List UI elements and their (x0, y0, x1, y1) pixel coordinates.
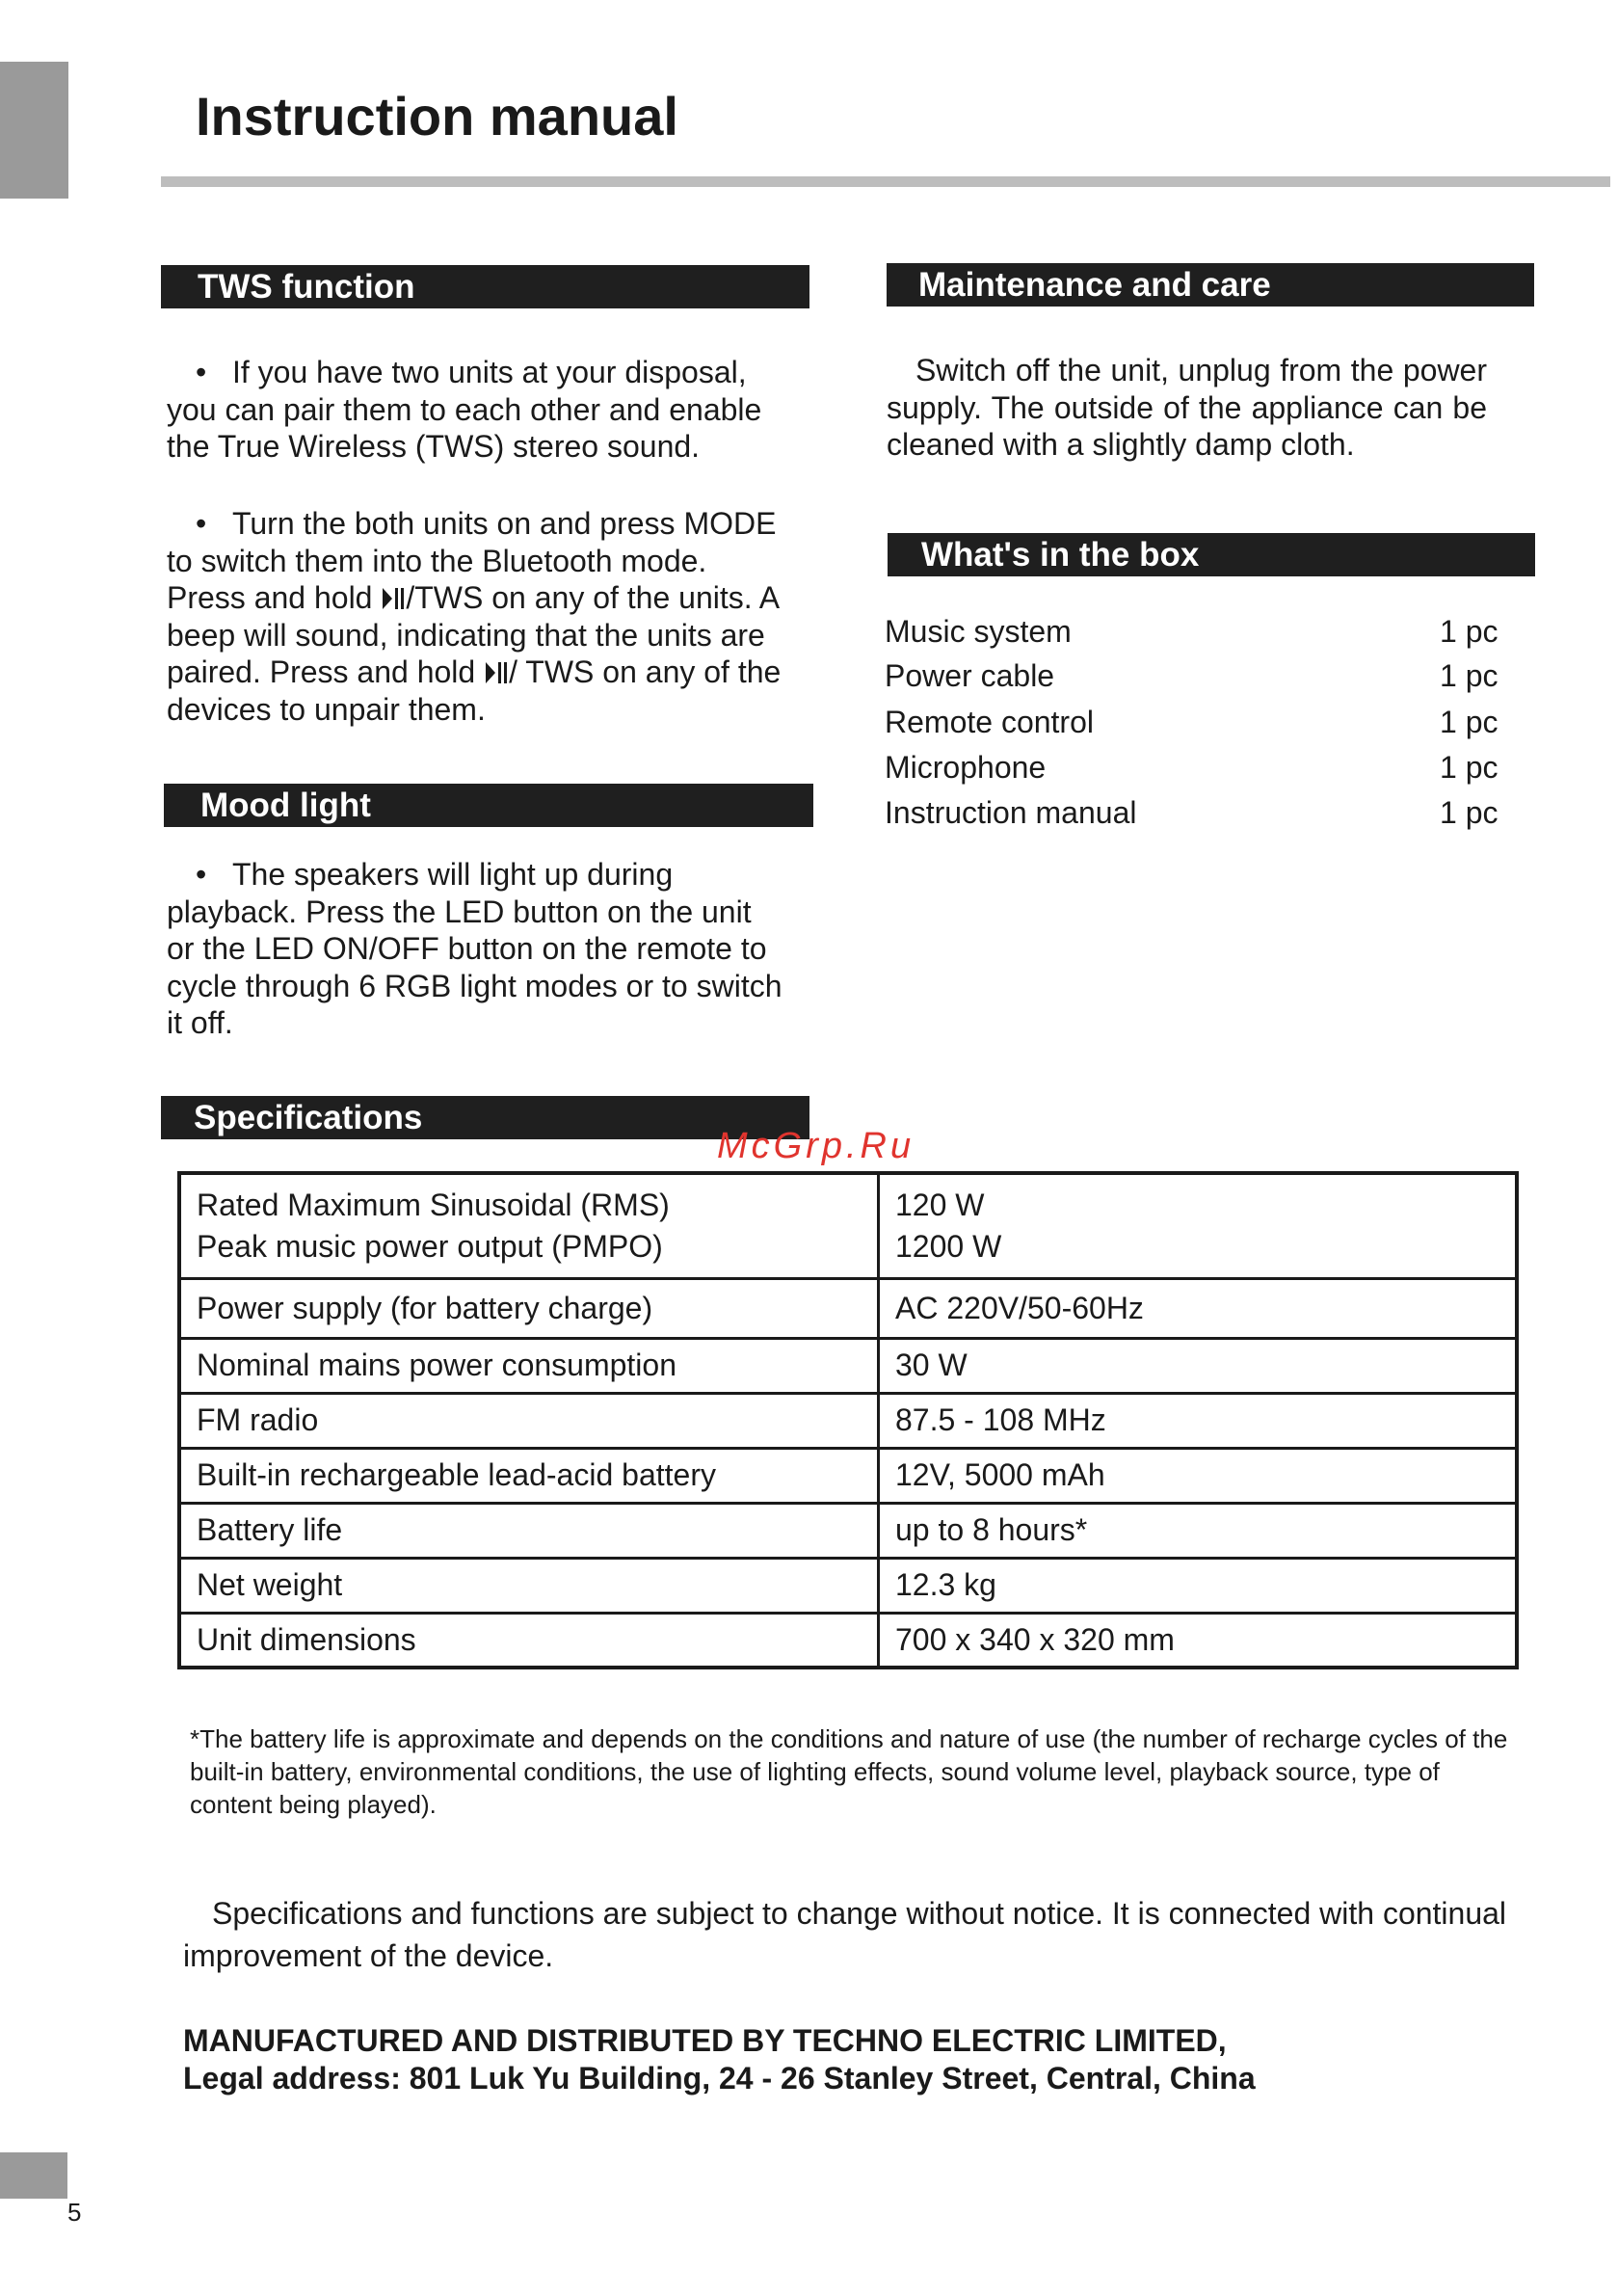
spec-label-line: Rated Maximum Sinusoidal (RMS) (197, 1187, 670, 1222)
maintenance-paragraph (887, 352, 1487, 464)
spec-label-line: Peak music power output (PMPO) (197, 1228, 663, 1264)
spec-value: AC 220V/50-60Hz (879, 1278, 1518, 1338)
table-row (179, 1278, 1517, 1338)
box-item-qty: 1 pc (1440, 795, 1499, 830)
page-edge-tab-bottom (0, 2152, 67, 2199)
mood-heading: Mood light (164, 784, 813, 827)
spec-value: 12V, 5000 mAh (879, 1448, 1518, 1503)
watermark: McGrp.Ru (717, 1126, 915, 1166)
box-item (885, 795, 1501, 834)
tws-text-2c: / TWS on any of the devices to unpair them. (167, 654, 782, 727)
notice-text: Specifications and functions are subject to change without notice. It is connected with continual improvement of the device. (183, 1896, 1507, 1973)
tws-paragraph-1 (167, 354, 783, 466)
table-row (179, 1558, 1517, 1613)
maintenance-text: Switch off the unit, unplug from the power supply. The outside of the appliance can be cleaned with a slightly damp cloth. (887, 353, 1487, 462)
spec-value-line: 1200 W (895, 1228, 1002, 1264)
maintenance-heading: Maintenance and care (887, 263, 1534, 307)
table-row (179, 1503, 1517, 1558)
table-row (179, 1393, 1517, 1448)
spec-value: 12.3 kg (879, 1558, 1518, 1613)
box-item-name: Remote control (885, 705, 1094, 739)
tws-heading: TWS function (161, 265, 809, 308)
spec-label: Built-in rechargeable lead-acid battery (179, 1448, 879, 1503)
tws-text-2b: /TWS on any of the units. A beep will sound, indicating that the units are paired. Press and hold (167, 580, 779, 689)
play-pause-icon (484, 659, 509, 686)
box-heading: What's in the box (888, 533, 1535, 576)
specs-table (177, 1171, 1519, 1669)
spec-label (179, 1173, 879, 1278)
tws-text-1: If you have two units at your disposal, you can pair them to each other and enable the True Wireless (TWS) stereo sound. (167, 355, 762, 464)
spec-value: 87.5 - 108 MHz (879, 1393, 1518, 1448)
legal-address-line: Legal address: 801 Luk Yu Building, 24 - 26 Stanley Street, Central, China (183, 2061, 1256, 2096)
title-divider (161, 176, 1610, 187)
bullet: • (196, 857, 207, 892)
bullet: • (196, 506, 207, 541)
spec-label: Battery life (179, 1503, 879, 1558)
table-row (179, 1173, 1517, 1278)
mood-paragraph (167, 856, 783, 1042)
tws-paragraph-2 (167, 505, 783, 728)
spec-value: 700 x 340 x 320 mm (879, 1613, 1518, 1668)
box-item-name: Power cable (885, 658, 1055, 693)
box-item-qty: 1 pc (1440, 614, 1499, 649)
page-edge-tab-top (0, 62, 68, 199)
specs-heading: Specifications (161, 1096, 809, 1139)
spec-label: Power supply (for battery charge) (179, 1278, 879, 1338)
table-row (179, 1613, 1517, 1668)
box-item-qty: 1 pc (1440, 658, 1499, 693)
box-item (885, 750, 1501, 788)
spec-value-line: 120 W (895, 1187, 985, 1222)
page-title: Instruction manual (196, 86, 678, 147)
box-item-name: Microphone (885, 750, 1047, 785)
spec-value: up to 8 hours* (879, 1503, 1518, 1558)
spec-label: Unit dimensions (179, 1613, 879, 1668)
box-item (885, 705, 1501, 743)
box-item-qty: 1 pc (1440, 750, 1499, 785)
table-row (179, 1448, 1517, 1503)
box-item-name: Instruction manual (885, 795, 1137, 830)
box-item-qty: 1 pc (1440, 705, 1499, 739)
specs-footnote: *The battery life is approximate and depends on the conditions and nature of use (the number of recharge cycles of the built-in battery, environmental conditions, the use of lighting effects, sound volume level, playback source, type of content being played). (190, 1724, 1508, 1819)
mood-text: The speakers will light up during playback. Press the LED button on the unit or the LED ON/OFF button on the remote to cycle through 6 RGB light modes or to switch it off. (167, 857, 782, 1040)
manufacturer-line: MANUFACTURED AND DISTRIBUTED BY TECHNO ELECTRIC LIMITED, (183, 2023, 1227, 2058)
play-pause-icon (381, 585, 406, 612)
spec-label: Nominal mains power consumption (179, 1338, 879, 1393)
table-row (179, 1338, 1517, 1393)
tws-text-2a: Turn the both units on and press MODE to switch them into the Bluetooth mode. Press and hold (167, 506, 777, 615)
box-item (885, 614, 1501, 653)
spec-label: FM radio (179, 1393, 879, 1448)
spec-value (879, 1173, 1518, 1278)
spec-label: Net weight (179, 1558, 879, 1613)
box-item-name: Music system (885, 614, 1072, 649)
spec-value: 30 W (879, 1338, 1518, 1393)
page-number: 5 (67, 2198, 82, 2227)
box-item (885, 658, 1501, 697)
bullet: • (196, 355, 207, 389)
manufacturer-info (183, 2022, 1256, 2097)
notice-paragraph (183, 1892, 1523, 1977)
